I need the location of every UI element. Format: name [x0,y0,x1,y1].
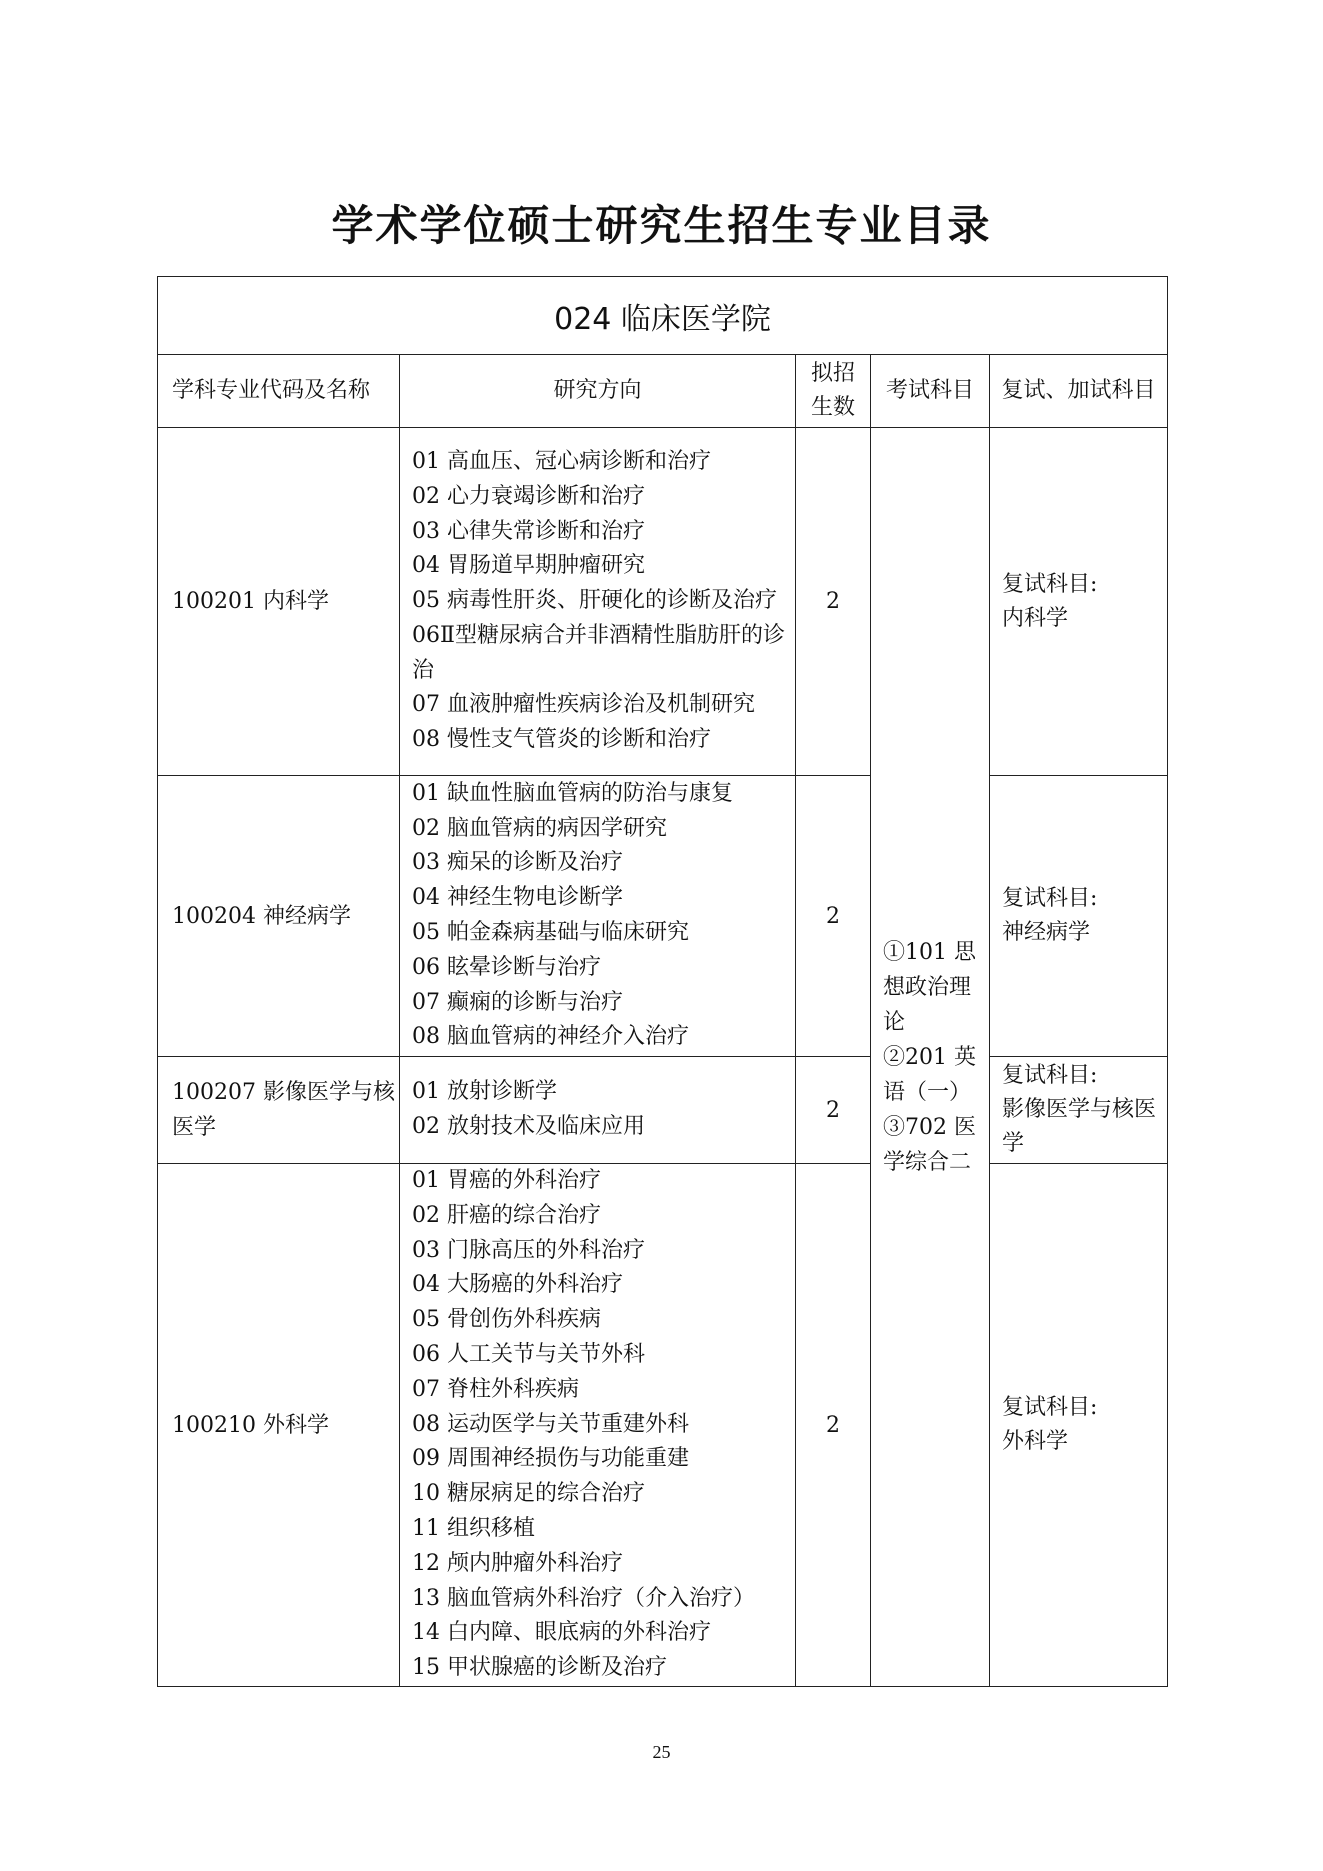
retest-subject: 影像医学与核医学 [1002,1097,1157,1156]
retest-subjects [990,428,1168,776]
direction-item: 04 神经生物电诊断学 [412,885,623,911]
direction-item: 04 大肠癌的外科治疗 [412,1272,623,1298]
department-row [158,277,1168,355]
direction-item: 06 人工关节与关节外科 [412,1342,645,1367]
major-name: 100207 影像医学与核医学 [158,1057,400,1164]
direction-item: 04 胃肠道早期肿瘤研究 [412,553,645,579]
direction-item: 13 脑血管病外科治疗（介入治疗） [412,1585,755,1611]
enrollment-count: 2 [796,776,871,1057]
retest-subject: 神经病学 [1002,920,1091,945]
exam-subject-item: ②201 英语（一） [883,1044,976,1105]
direction-item: 08 慢性支气管炎的诊断和治疗 [412,727,711,753]
retest-subject: 内科学 [1002,605,1069,631]
exam-subject-item: ①101 思想政治理论 [883,939,976,1035]
header-exam: 考试科目 [871,355,990,428]
direction-item: 12 颅内肿瘤外科治疗 [412,1550,623,1576]
table-row [158,1164,1168,1687]
direction-item: 07 血液肿瘤性疾病诊治及机制研究 [412,692,755,718]
direction-item: 05 病毒性肝炎、肝硬化的诊断及治疗 [412,588,777,614]
direction-item: 05 帕金森病基础与临床研究 [412,920,689,945]
major-name: 100204 神经病学 [158,776,400,1057]
direction-item: 01 胃癌的外科治疗 [412,1168,601,1194]
retest-label: 复试科目: [1002,1063,1098,1088]
research-directions [400,1164,796,1687]
enrollment-count: 2 [796,1164,871,1687]
direction-item: 03 门脉高压的外科治疗 [412,1237,645,1263]
direction-item: 01 缺血性脑血管病的防治与康复 [412,780,733,806]
header-count [796,355,871,428]
major-name: 100201 内科学 [158,428,400,776]
retest-subject: 外科学 [1002,1429,1069,1454]
enrollment-count: 2 [796,1057,871,1164]
major-name: 100210 外科学 [158,1164,400,1687]
direction-item: 07 癫痫的诊断与治疗 [412,989,623,1015]
page-title: 学术学位硕士研究生招生专业目录 [331,201,992,250]
catalog-table [157,276,1168,1687]
enrollment-count: 2 [796,428,871,776]
header-count-line2: 生数 [810,395,855,420]
exam-subject-item: ③702 医学综合二 [883,1114,976,1175]
direction-item: 11 组织移植 [412,1515,535,1541]
direction-item: 03 心律失常诊断和治疗 [412,518,645,544]
direction-item: 03 痴呆的诊断及治疗 [412,850,623,876]
exam-subjects [871,428,990,1687]
direction-item: 02 脑血管病的病因学研究 [412,815,667,841]
retest-label: 复试科目: [1002,1395,1098,1420]
direction-item: 06 眩晕诊断与治疗 [412,954,601,980]
direction-item: 08 脑血管病的神经介入治疗 [412,1024,689,1050]
header-count-line1: 拟招 [810,361,855,386]
direction-item: 01 高血压、冠心病诊断和治疗 [412,448,711,474]
retest-label: 复试科目: [1002,571,1098,597]
research-directions [400,428,796,776]
direction-item: 02 放射技术及临床应用 [412,1114,645,1139]
direction-item: 08 运动医学与关节重建外科 [412,1411,689,1437]
page-number: 25 [652,1742,671,1762]
retest-subjects [990,1164,1168,1687]
retest-label: 复试科目: [1002,886,1098,911]
direction-item: 14 白内障、眼底病的外科治疗 [412,1620,711,1646]
direction-item: 02 肝癌的综合治疗 [412,1202,601,1228]
header-major: 学科专业代码及名称 [158,355,400,428]
direction-item: 15 甲状腺癌的诊断及治疗 [412,1655,667,1681]
header-retest: 复试、加试科目 [990,355,1168,428]
research-directions [400,1057,796,1164]
header-direction: 研究方向 [400,355,796,428]
direction-item: 01 放射诊断学 [412,1079,557,1105]
table-row [158,776,1168,1057]
direction-item: 05 骨创伤外科疾病 [412,1307,601,1333]
direction-item: 02 心力衰竭诊断和治疗 [412,483,645,509]
research-directions [400,776,796,1057]
retest-subjects [990,1057,1168,1164]
table-row [158,1057,1168,1164]
table-row [158,428,1168,776]
department-name: 024 临床医学院 [158,277,1168,355]
header-row [158,355,1168,428]
retest-subjects [990,776,1168,1057]
direction-item: 06Ⅱ型糖尿病合并非酒精性脂肪肝的诊治 [412,622,785,683]
direction-item: 10 糖尿病足的综合治疗 [412,1481,645,1507]
direction-item: 09 周围神经损伤与功能重建 [412,1446,689,1472]
direction-item: 07 脊柱外科疾病 [412,1376,579,1402]
